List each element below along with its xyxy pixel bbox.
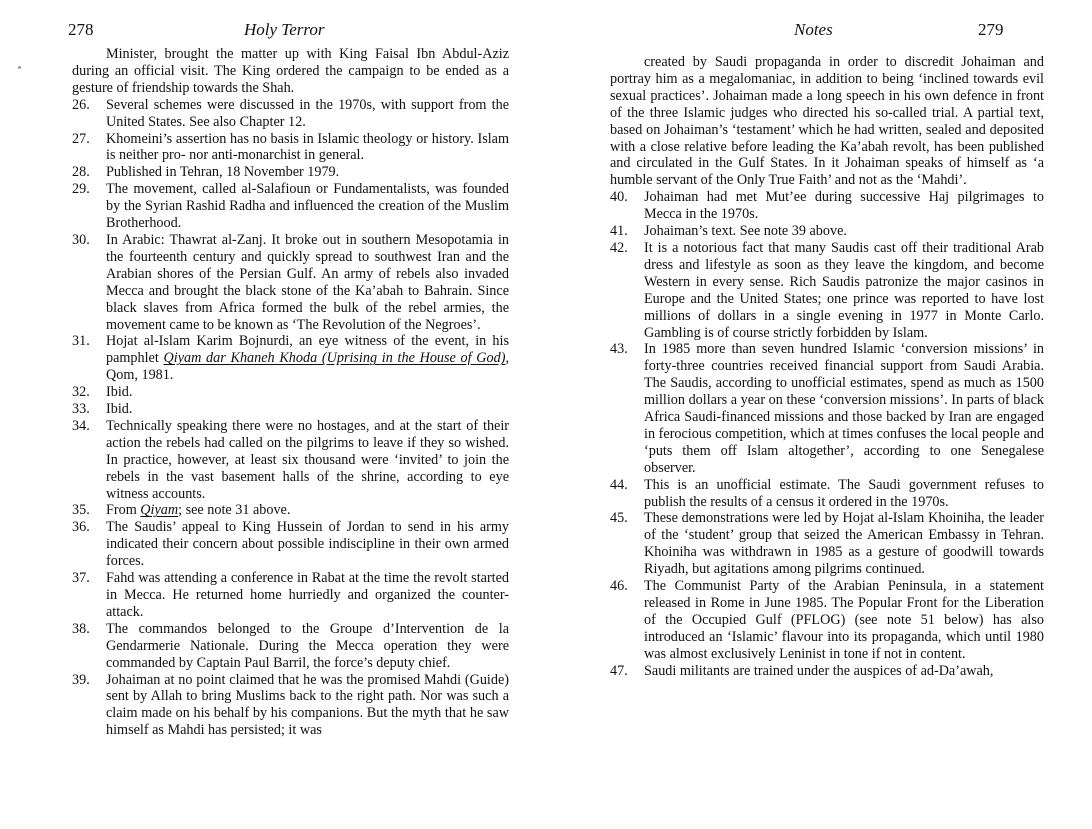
note-text: Saudi militants are trained under the auspices of ad-Da’awah, <box>644 662 994 679</box>
running-title: Holy Terror <box>244 20 325 39</box>
cited-title: Qiyam <box>140 502 179 519</box>
note-item <box>610 663 1044 680</box>
note-number: 39. <box>72 671 90 688</box>
note-text: The Communist Party of the Arabian Peninsula, in a statement released in Rome in June 1985. The Popular Front for the Liberation of the Occupied Gulf (PFLOG) (see note 51 below) has also introduced an ‘Islamic’ flavour into its propaganda, which until 1980 was almost exclusively Leninist in tone if not in content. <box>644 578 1044 662</box>
note-number: 43. <box>610 341 628 358</box>
note-item <box>72 570 509 621</box>
note-text: Khomeini’s assertion has no basis in Islamic theology or history. Islam is neither pro- nor anti-monarchist in general. <box>106 130 509 164</box>
note-item <box>72 621 509 672</box>
note-number: 44. <box>610 476 628 493</box>
note-item <box>610 578 1044 663</box>
note-item <box>610 477 1044 511</box>
note-continuation <box>610 54 1044 189</box>
note-text: Ibid. <box>106 401 133 418</box>
note-text-after: , Qom, 1981. <box>106 350 509 384</box>
note-text: Johaiman’s text. See note 39 above. <box>644 223 847 240</box>
note-number: 32. <box>72 384 90 401</box>
notes-list <box>72 46 509 739</box>
note-text: Published in Tehran, 18 November 1979. <box>106 164 340 181</box>
note-text: These demonstrations were led by Hojat al-Islam Khoiniha, the leader of the ‘student’ group that seized the American Embassy in Tehran. Khoiniha was withdrawn in 1985 as a gesture of goodwill towards Riyadh, but agitations among pilgrims continued. <box>644 510 1044 578</box>
note-number: 37. <box>72 570 90 587</box>
note-item <box>610 510 1044 578</box>
note-item <box>72 401 509 418</box>
note-item <box>72 232 509 333</box>
note-continuation <box>72 46 509 97</box>
note-number: 41. <box>610 223 628 240</box>
note-item <box>610 341 1044 476</box>
note-number: 28. <box>72 164 90 181</box>
note-text: created by Saudi propaganda in order to discredit Johaiman and portray him as a megalomaniac, in addition to being ‘inclined towards evil sexual practices’. Johaiman made a long speech in his own defence in front of the three Islamic judges who directed his so-called trial. A partial text, based on Johaiman’s ‘testament’ which he had written, sealed and deposited with a close relative before leading the Ka’abah revolt, has been published and circulated in the Gulf States. In it Johaiman speaks of himself as ‘a humble servant of the Only True Faith’ and not as the ‘Mahdi’. <box>610 54 1044 189</box>
note-number: 26. <box>72 96 90 113</box>
note-number: 46. <box>610 578 628 595</box>
note-text: Minister, brought the matter up with King Faisal Ibn Abdul-Aziz during an official visit. The King ordered the campaign to be ended as a gesture of friendship towards the Shah. <box>72 46 509 96</box>
note-number: 42. <box>610 239 628 256</box>
note-text <box>106 502 509 519</box>
note-number: 29. <box>72 181 90 198</box>
note-text: Technically speaking there were no hostages, and at the start of their action the rebels had called on the pilgrims to leave if they so wished. In practice, however, at least six thousand were ‘invited’ to join the rebels in the vast basement halls of the shrine, according to eye witness accounts. <box>106 417 509 502</box>
note-number: 35. <box>72 502 90 519</box>
note-text-after: ; see note 31 above. <box>178 502 291 519</box>
note-item <box>72 672 509 740</box>
page-number: 279 <box>978 20 1004 39</box>
note-item <box>610 240 1044 341</box>
note-item <box>72 131 509 165</box>
note-number: 34. <box>72 417 90 434</box>
note-item <box>72 418 509 503</box>
note-number: 36. <box>72 519 90 536</box>
note-text-before: Hojat al-Islam Karim Bojnurdi, an eye witness of the event, in his pamphlet <box>106 333 509 367</box>
note-item <box>610 223 1044 240</box>
note-number: 27. <box>72 130 90 147</box>
note-text: Johaiman had met Mut’ee during successive Haj pilgrimages to Mecca in the 1970s. <box>644 189 1044 223</box>
note-text: In Arabic: Thawrat al-Zanj. It broke out in southern Mesopotamia in the fourteenth century and quickly spread to southwest Iran and the Arabian shores of the Persian Gulf. An army of rebels also invaded Mecca and brought the black stone of the Ka’abah to Bahrain. Since black slaves from Africa formed the bulk of the rebel armies, the movement came to be known as ‘The Revolution of the Negroes’. <box>106 231 509 333</box>
note-item <box>72 519 509 570</box>
note-item <box>72 333 509 384</box>
note-text: The movement, called al-Salafioun or Fundamentalists, was founded by the Syrian Rashid Radha and influenced the creation of the Muslim Brotherhood. <box>106 181 509 232</box>
note-number: 45. <box>610 510 628 527</box>
note-number: 33. <box>72 401 90 418</box>
page-number: 278 <box>68 20 94 39</box>
note-item <box>72 164 509 181</box>
note-item <box>72 181 509 232</box>
note-text: Johaiman at no point claimed that he was the promised Mahdi (Guide) sent by Allah to bring Muslims back to the right path. Nor was such a claim made on his behalf by his companions. But the myth that he saw himself as Mahdi has persisted; it was <box>106 671 509 739</box>
note-text: In 1985 more than seven hundred Islamic ‘conversion missions’ in forty-three countries received financial support from Saudi Arabia. The Saudis, according to unofficial estimates, spend as much as 1500 million dollars a year on these ‘conversion missions’. In parts of black Africa Saudi-financed missions and those backed by Iran are engaged in ferocious competition, which at times confuses the local people and ‘puts them off Islam altogether’, according to one Senegalese observer. <box>644 341 1044 476</box>
note-item <box>610 189 1044 223</box>
note-text: The Saudis’ appeal to King Hussein of Jordan to send in his army indicated their concern about possible indiscipline in their own armed forces. <box>106 519 509 570</box>
note-number: 47. <box>610 662 628 679</box>
running-title: Notes <box>794 20 833 39</box>
note-number: 31. <box>72 333 90 350</box>
cited-title: Qiyam dar Khaneh Khoda (Uprising in the House of God) <box>163 350 506 367</box>
note-text <box>106 333 509 384</box>
note-text: The commandos belonged to the Groupe d’Intervention de la Gendarmerie Nationale. During the Mecca operation they were commanded by Captain Paul Barril, the force’s deputy chief. <box>106 620 509 671</box>
note-number: 38. <box>72 620 90 637</box>
note-text: Several schemes were discussed in the 1970s, with support from the United States. See also Chapter 12. <box>106 96 509 130</box>
note-text: It is a notorious fact that many Saudis cast off their traditional Arab dress and lifestyle as soon as they leave the kingdom, and become Western in every sense. Rich Saudis patronize the major casinos in Europe and the United States; one prince was reported to have lost millions of dollars in a single evening in 1977 in Monte Carlo. Gambling is of course strictly forbidden by Islam. <box>644 239 1044 341</box>
note-number: 30. <box>72 231 90 248</box>
scan-speck <box>18 66 21 69</box>
notes-list <box>610 54 1044 680</box>
note-item <box>72 384 509 401</box>
note-text: Ibid. <box>106 384 133 401</box>
note-text-before: From <box>106 502 141 519</box>
note-item <box>72 97 509 131</box>
right-page <box>546 0 1092 829</box>
note-number: 40. <box>610 189 628 206</box>
note-text: Fahd was attending a conference in Rabat at the time the revolt started in Mecca. He returned home hurriedly and organized the counter-attack. <box>106 570 509 620</box>
note-item <box>72 502 509 519</box>
note-text: This is an unofficial estimate. The Saudi government refuses to publish the results of a census it ordered in the 1970s. <box>644 476 1044 510</box>
